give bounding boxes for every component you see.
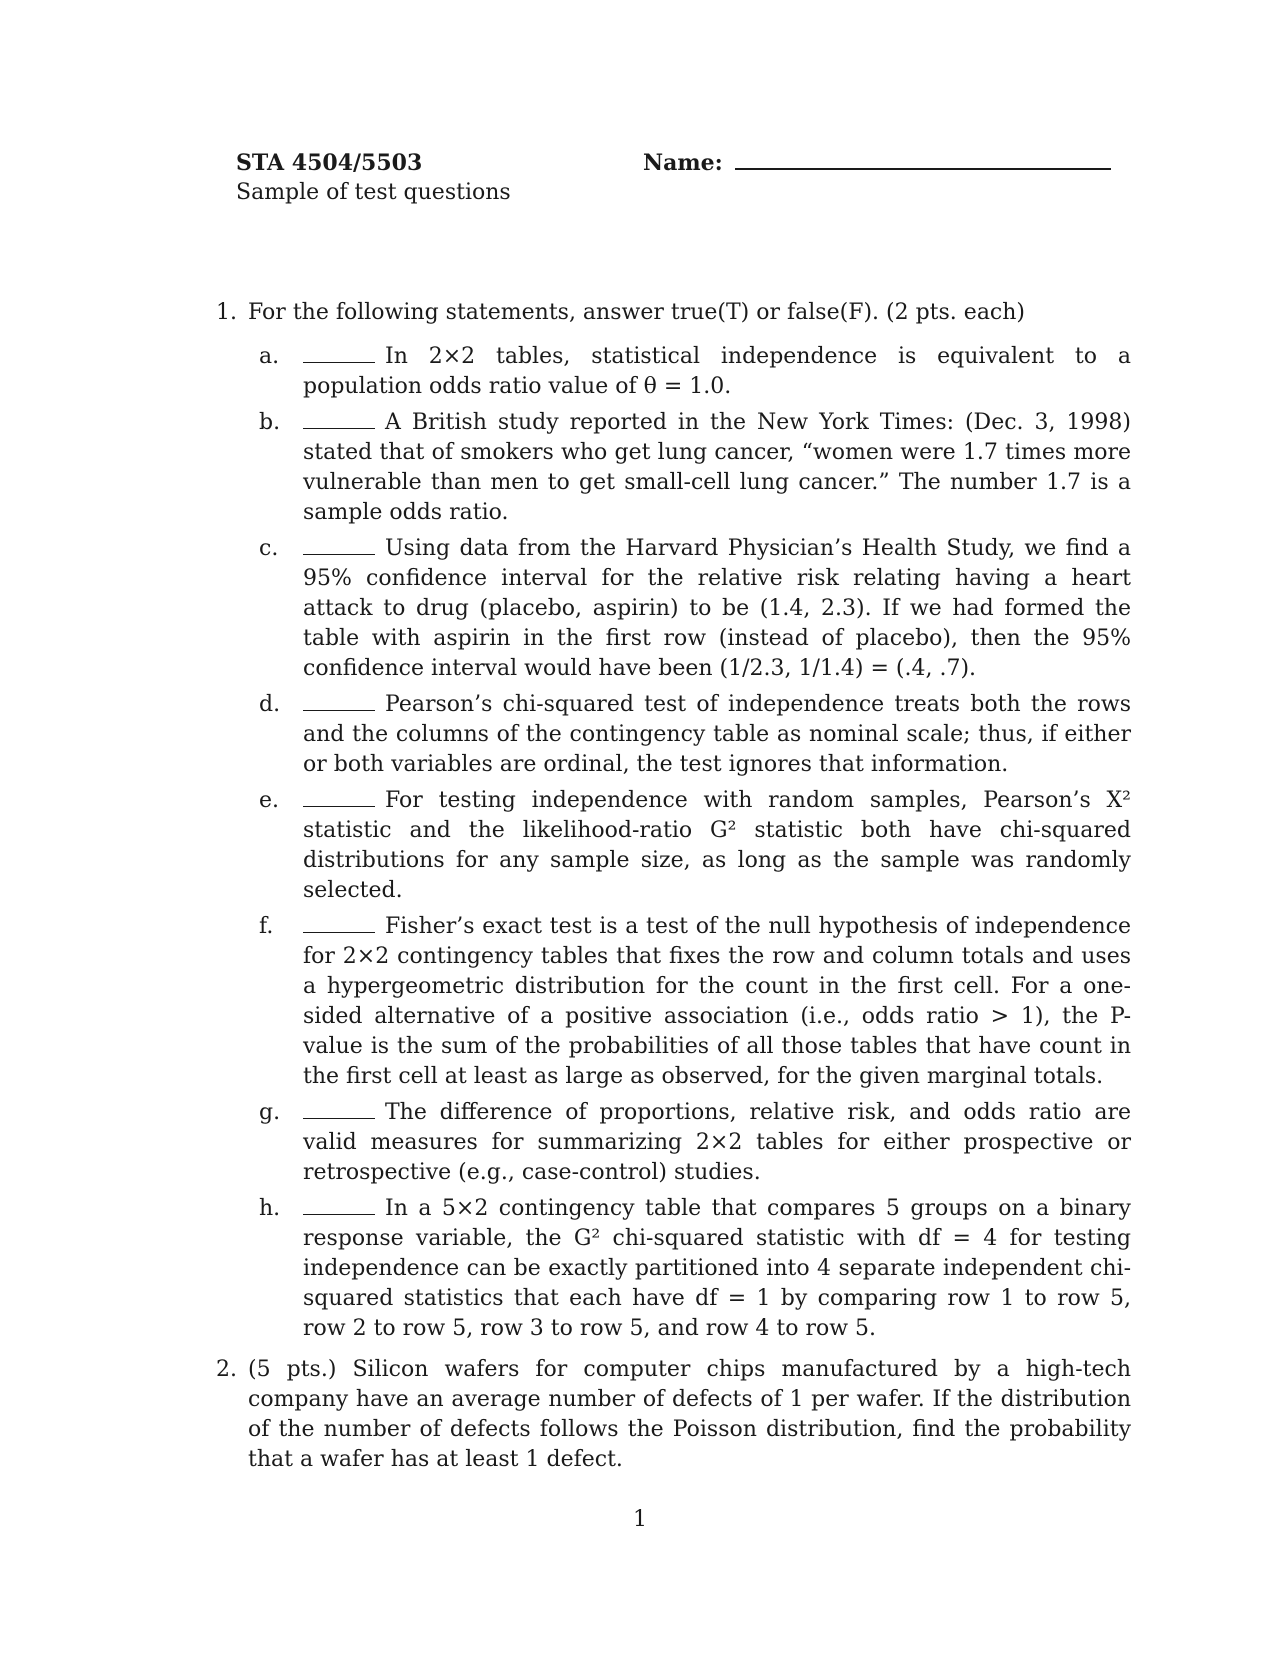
statement-item: [259, 408, 1131, 528]
answer-blank[interactable]: [303, 788, 375, 807]
statement-text: Fisher’s exact test is a test of the null hypothesis of independence for 2×2 contingency tables that fixes the row and column totals and uses a hypergeometric distribution for the count in the first cell. For a one-sided alternative of a positive association (i.e., odds ratio > 1), the P-value is the sum of the probabilities of all those tables that have count in the first cell at least as large as observed, for the given marginal totals.: [303, 914, 1131, 1089]
statement-item: [259, 1098, 1131, 1188]
statement-letter: c.: [259, 536, 279, 561]
question-text: (5 pts.) Silicon wafers for computer chips manufactured by a high-tech company have an average number of defects of 1 per wafer. If the distribution of the number of defects follows the Poisson distribution, find the probability that a wafer has at least 1 defect.: [248, 1357, 1131, 1472]
statement-text: In 2×2 tables, statistical independence is equivalent to a population odds ratio value of θ = 1.0.: [303, 344, 1131, 399]
answer-blank[interactable]: [303, 1100, 375, 1119]
question-number: 2.: [216, 1357, 237, 1382]
statement-letter: f.: [259, 914, 274, 939]
statement-item: [259, 912, 1131, 1092]
answer-blank[interactable]: [303, 344, 375, 363]
statement-item: [259, 1194, 1131, 1344]
statement-letter: e.: [259, 788, 280, 813]
statement-text: In a 5×2 contingency table that compares 5 groups on a binary response variable, the G² chi-squared statistic with df = 4 for testing independence can be exactly partitioned into 4 separate independent chi-squared statistics that each have df = 1 by comparing row 1 to row 5, row 2 to row 5, row 3 to row 5, and row 4 to row 5.: [303, 1196, 1131, 1341]
statement-text: The difference of proportions, relative risk, and odds ratio are valid measures for summarizing 2×2 tables for either prospective or retrospective (e.g., case-control) studies.: [303, 1100, 1131, 1185]
question-2: [216, 1355, 1131, 1475]
statement-item: [259, 342, 1131, 402]
answer-blank[interactable]: [303, 1196, 375, 1215]
statement-text: A British study reported in the New York Times: (Dec. 3, 1998) stated that of smokers who get lung cancer, “women were 1.7 times more vulnerable than men to get small-cell lung cancer.” The number 1.7 is a sample odds ratio.: [303, 410, 1131, 525]
statement-list: [216, 342, 1131, 1344]
name-blank-line[interactable]: [735, 148, 1111, 170]
answer-blank[interactable]: [303, 692, 375, 711]
subtitle: Sample of test questions: [236, 180, 511, 205]
answer-blank[interactable]: [303, 536, 375, 555]
answer-blank[interactable]: [303, 410, 375, 429]
answer-blank[interactable]: [303, 914, 375, 933]
question-number: 1.: [216, 300, 237, 325]
statement-letter: h.: [259, 1196, 281, 1221]
course-title: STA 4504/5503: [236, 150, 423, 176]
page-number: 1: [633, 1507, 647, 1532]
question-1: [216, 298, 1131, 1350]
statement-item: [259, 690, 1131, 780]
statement-text: Pearson’s chi-squared test of independence treats both the rows and the columns of the contingency table as nominal scale; thus, if either or both variables are ordinal, the test ignores that information.: [303, 692, 1131, 777]
statement-letter: d.: [259, 692, 281, 717]
statement-text: For testing independence with random samples, Pearson’s X² statistic and the likelihood-ratio G² statistic both have chi-squared distributions for any sample size, as long as the sample was randomly selected.: [303, 788, 1131, 903]
statement-item: [259, 534, 1131, 684]
statement-letter: a.: [259, 344, 280, 369]
name-label: Name:: [643, 150, 723, 176]
statement-text: Using data from the Harvard Physician’s Health Study, we find a 95% confidence interval for the relative risk relating having a heart attack to drug (placebo, aspirin) to be (1.4, 2.3). If we had formed the table with aspirin in the first row (instead of placebo), then the 95% confidence interval would have been (1/2.3, 1/1.4) = (.4, .7).: [303, 536, 1131, 681]
question-prompt: For the following statements, answer true(T) or false(F). (2 pts. each): [248, 300, 1026, 325]
name-field-area: [643, 148, 1111, 178]
statement-item: [259, 786, 1131, 906]
statement-letter: g.: [259, 1100, 281, 1125]
statement-letter: b.: [259, 410, 281, 435]
header-left: [236, 148, 511, 208]
